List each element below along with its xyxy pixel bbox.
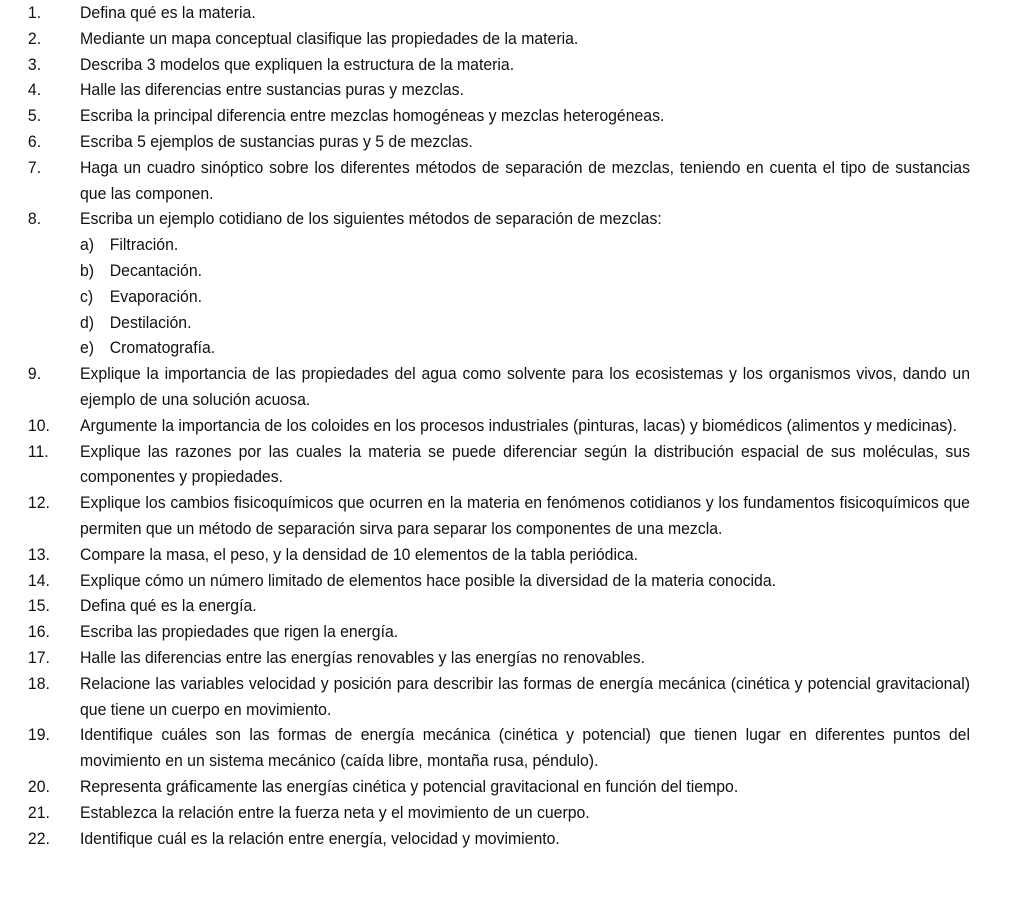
question-number: 6. (27, 131, 42, 151)
q8-item-d (28, 310, 970, 336)
question-text: Halle las diferencias entre las energías renovables y las energías no renovables. (79, 647, 646, 667)
question-number: 16. (27, 622, 50, 642)
question-text: Describa 3 modelos que expliquen la estructura de la materia. (79, 54, 515, 74)
item-text: Decantación. (109, 260, 203, 280)
question-number: 2. (27, 28, 42, 48)
item-text: Evaporación. (109, 286, 203, 306)
question-number: 4. (27, 80, 42, 100)
item-letter: b) (79, 260, 95, 280)
question-number: 3. (27, 54, 42, 74)
question-9 (28, 361, 970, 413)
question-text: Halle las diferencias entre sustancias puras y mezclas. (79, 80, 464, 100)
question-number: 15. (27, 596, 50, 616)
question-number: 1. (27, 3, 42, 22)
question-text: Identifique cuáles son las formas de energía mecánica (cinética y potencial) que tienen lugar en diferentes puntos del movimiento en un sistema mecánico (caída libre, montaña rusa, péndulo). (79, 725, 970, 771)
q8-item-c (28, 284, 970, 310)
question-15 (28, 593, 970, 619)
item-text: Cromatografía. (109, 338, 216, 358)
question-list (28, 0, 970, 851)
question-text: Haga un cuadro sinóptico sobre los diferentes métodos de separación de mezclas, teniendo en cuenta el tipo de sustancias que las componen. (79, 157, 970, 203)
question-19 (28, 722, 970, 774)
question-number: 7. (27, 157, 42, 177)
question-number: 14. (27, 570, 50, 590)
question-10 (28, 413, 970, 439)
question-number: 8. (27, 209, 42, 229)
question-number: 9. (27, 364, 42, 384)
question-text: Defina qué es la materia. (79, 3, 256, 22)
question-3 (28, 52, 970, 78)
question-text: Explique la importancia de las propiedades del agua como solvente para los ecosistemas y los organismos vivos, dando un ejemplo de una solución acuosa. (79, 364, 970, 409)
question-text: Escriba un ejemplo cotidiano de los siguientes métodos de separación de mezclas: (79, 209, 662, 229)
question-text: Argumente la importancia de los coloides en los procesos industriales (pinturas, lacas) y biomédicos (alimentos y medicinas). (79, 415, 957, 435)
question-text: Compare la masa, el peso, y la densidad de 10 elementos de la tabla periódica. (79, 544, 639, 564)
q8-item-a (28, 232, 970, 258)
question-text: Explique las razones por las cuales la materia se puede diferenciar según la distribución espacial de sus moléculas, sus componentes y propiedades. (79, 441, 970, 487)
question-21 (28, 800, 970, 826)
question-number: 21. (27, 802, 50, 822)
question-17 (28, 645, 970, 671)
question-number: 10. (27, 415, 50, 435)
question-text: Defina qué es la energía. (79, 596, 257, 616)
item-text: Filtración. (109, 235, 179, 255)
item-letter: e) (79, 338, 95, 358)
question-12 (28, 490, 970, 542)
question-text: Representa gráficamente las energías cinética y potencial gravitacional en función del tiempo. (79, 776, 739, 796)
q8-item-b (28, 258, 970, 284)
item-text: Destilación. (109, 312, 192, 332)
question-text: Mediante un mapa conceptual clasifique las propiedades de la materia. (79, 28, 579, 48)
question-number: 20. (27, 776, 50, 796)
question-number: 19. (27, 725, 50, 745)
question-2 (28, 26, 970, 52)
question-13 (28, 542, 970, 568)
q8-item-e (28, 335, 970, 361)
question-text: Explique los cambios fisicoquímicos que ocurren en la materia en fenómenos cotidianos y los fundamentos fisicoquímicos que permiten que un método de separación sirva para separar los componentes de una mezcla. (79, 493, 970, 538)
item-letter: a) (79, 235, 95, 255)
question-text: Relacione las variables velocidad y posición para describir las formas de energía mecánica (cinética y potencial gravitacional) que tiene un cuerpo en movimiento. (79, 673, 970, 719)
question-number: 18. (27, 673, 50, 693)
question-8 (28, 206, 970, 232)
question-16 (28, 619, 970, 645)
question-6 (28, 129, 970, 155)
question-number: 12. (27, 493, 50, 513)
question-5 (28, 103, 970, 129)
question-4 (28, 77, 970, 103)
question-text: Identifique cuál es la relación entre energía, velocidad y movimiento. (79, 828, 560, 848)
question-14 (28, 568, 970, 594)
question-text: Establezca la relación entre la fuerza neta y el movimiento de un cuerpo. (79, 802, 590, 822)
question-number: 17. (27, 647, 50, 667)
item-letter: d) (79, 312, 95, 332)
question-text: Escriba la principal diferencia entre mezclas homogéneas y mezclas heterogéneas. (79, 106, 665, 126)
question-number: 22. (27, 828, 50, 848)
question-text: Escriba 5 ejemplos de sustancias puras y 5 de mezclas. (79, 131, 473, 151)
question-text: Escriba las propiedades que rigen la energía. (79, 622, 399, 642)
question-18 (28, 671, 970, 723)
question-1 (28, 0, 970, 26)
question-number: 11. (27, 441, 49, 461)
question-7 (28, 155, 970, 207)
question-text: Explique cómo un número limitado de elementos hace posible la diversidad de la materia conocida. (79, 570, 777, 590)
question-number: 13. (27, 544, 50, 564)
item-letter: c) (79, 286, 94, 306)
question-22 (28, 826, 970, 852)
question-11 (28, 439, 970, 491)
question-20 (28, 774, 970, 800)
question-number: 5. (27, 106, 42, 126)
